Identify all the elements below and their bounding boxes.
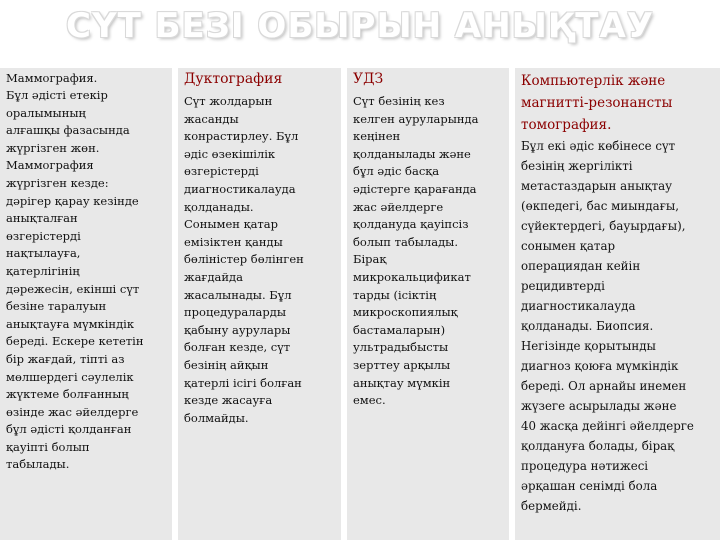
methods-columns [0,68,720,540]
column-ductography [178,68,341,540]
column-text-mammography: Бұл әдісті етекір оралымының алғашқы фазасында жүргізген жөн. Маммография жүргізген кезде: дәрігер қарау кезінде анықталған өзгерістерді нақтылауға, қатерлігінің дәрежесін, екінші сүт безіне таралуын анықтауға мүмкіндік береді. Ескере кететін бір жағдай, тіпті аз мөлшердегі сәулелік жүктеме болғанның өзінде жас әйелдерге бұл әдісті қолданған қауіпті болып табылады. [6,88,144,472]
column-heading-ultrasound: УДЗ [353,71,384,87]
column-ct-mri [515,68,720,540]
column-heading-ct-mri: Компьютерлік және магнитті-резонансты томография. [521,73,673,133]
column-text-ct-mri: Бұл екі әдіс көбінесе сүт безінің жергілікті метастаздарын анықтау (өкпедегі, бас миындағы, сүйектердегі, бауырдағы), сонымен қатар операциядан кейін рецидивтерді диагностикалауда қолданады. Биопсия. Негізінде қорытынды диагноз қоюға мүмкіндік береді. Ол арнайы инемен жүзеге асырылады және 40 жасқа дейінгі әйелдерге қолдануға болады, бірақ процедура нәтижесі әрқашан сенімді бола бермейді. [521,139,694,513]
slide-title: СҮТ БЕЗІ ОБЫРЫН АНЫҚТАУ [66,6,654,46]
column-ultrasound [347,68,509,540]
column-mammography [0,68,172,540]
column-heading-mammography: Маммография. [6,71,98,85]
column-text-ductography: Сүт жолдарын жасанды конрастирлеу. Бұл әдіс өзекішілік өзгерістерді диагностикалауда қолданады. Сонымен қатар емізіктен қанды бөлiністер бөлінген жағдайда жасалынады. Бұл процедураларды қабыну аурулары болған кезде, сүт безінің айқын қатерлі ісігі болған кезде жасауға болмайды. [184,94,304,425]
column-heading-ductography: Дуктография [184,71,283,87]
column-text-ultrasound: Сүт безінің кез келген ауруларында кеңінен қолданылады және бұл әдіс басқа әдістерге қарағанда жас әйелдерге қолдануда қауіпсіз болып табылады. Бірақ микрокальцификат тарды (ісіктің микроскопиялық бастамаларын) ультрадыбысты зерттеу арқылы анықтау мүмкін емес. [353,94,479,408]
